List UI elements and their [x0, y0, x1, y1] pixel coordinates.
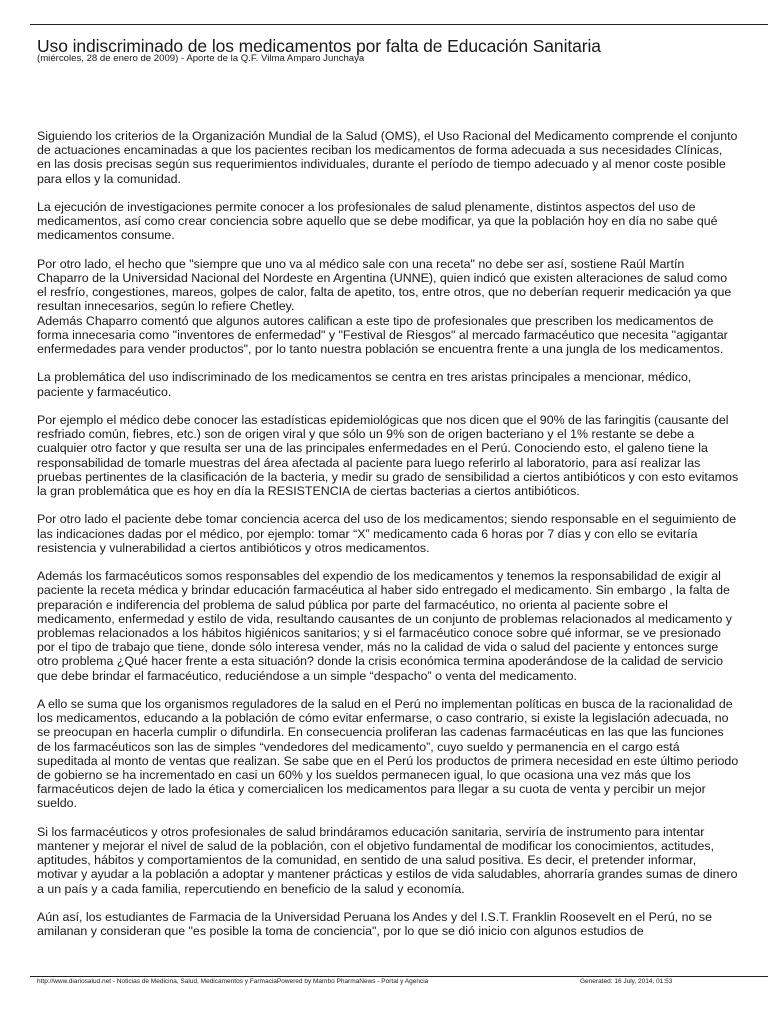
paragraph: Por ejemplo el médico debe conocer las estadísticas epidemiológicas que nos dicen que el 90% de las faringitis (causante del resfriado común, fiebres, etc.) son de origen viral y que sólo un 9% son de origen bacteriano y el 1% restante se debe a cualquier otro factor y que resulta ser una de las principales enfermedades en el Perú. Conociendo esto, el galeno tiene la responsabilidad de tomarle muestras del área afectada al paciente para luego referirlo al laboratorio, para así realizar las pruebas pertinentes de la clasificación de la bacteria, y medir su grado de sensibilidad a ciertos antibióticos y con esto evitamos la gran problemática que es hoy en día la RESISTENCIA de ciertas bacterias a ciertos antibióticos.: [37, 413, 739, 499]
header-rule: [30, 24, 768, 25]
paragraph: Por otro lado el paciente debe tomar conciencia acerca del uso de los medicamentos; siendo responsable en el seguimiento de las indicaciones dadas por el médico, por ejemplo: tomar “X” medicamento cada 6 horas por 7 días y con ello se evitaría resistencia y vulnerabilidad a ciertos antibióticos y otros medicamentos.: [37, 512, 737, 555]
paragraph: Aún así, los estudiantes de Farmacia de la Universidad Peruana los Andes y del I.S.T. Franklin Roosevelt en el Perú, no se amilanan y consideran que "es posible la toma de conciencia", por lo que se dió inicio con algunos estudios de: [37, 910, 712, 939]
paragraph: La problemática del uso indiscriminado de los medicamentos se centra en tres aristas principales a mencionar, médico, paciente y farmacéutico.: [37, 370, 692, 399]
paragraph: Siguiendo los criterios de la Organización Mundial de la Salud (OMS), el Uso Racional del Medicamento comprende el conjunto de actuaciones encaminadas a que los pacientes reciban los medicamentos de forma adecuada a sus necesidades Clínicas, en las dosis precisas según sus requerimientos individuales, durante el período de tiempo adecuado y al menor coste posible para ellos y la comunidad.: [37, 129, 738, 186]
footer-rule: [30, 976, 768, 977]
footer-generated: Generated: 16 July, 2014, 01:53: [580, 978, 673, 985]
paragraph: La ejecución de investigaciones permite conocer a los profesionales de salud plenamente, distintos aspectos del uso de medicamentos, así como crear conciencia sobre aquello que se debe modificar, ya que la población hoy en día no sabe qué medicamentos consume.: [37, 200, 718, 243]
article-body: [37, 129, 739, 974]
footer-source: http://www.diariosalud.net - Noticias de Medicina, Salud, Medicamentos y FarmaciaPowered by Mambo PharmaNews - Portal y Agencia: [37, 978, 429, 985]
paragraph: Además Chaparro comentó que algunos autores califican a este tipo de profesionales que prescriben los medicamentos de forma innecesaria como "inventores de enfermedad" y "Festival de Riesgos" al mercado farmacéutico que necesita "agigantar enfermedades para vender productos", por lo tanto nuestra población se encuentra frente a una jungla de los medicamentos.: [37, 313, 728, 357]
paragraph: Por otro lado, el hecho que "siempre que uno va al médico sale con una receta" no debe ser así, sostiene Raúl Martín Chaparro de la Universidad Nacional del Nordeste en Argentina (UNNE), quien indicó que existen alteraciones de salud como el resfrío, congestiones, mareos, golpes de calor, falta de apetito, tos, entre otros, que no deberían requerir medicación ya que resultan innecesarios, según lo refiere Chetley.: [37, 256, 732, 314]
paragraph: Si los farmacéuticos y otros profesionales de salud brindáramos educación sanitaria, serviría de instrumento para intentar mantener y mejorar el nivel de salud de la población, con el objetivo fundamental de modificar los conocimientos, actitudes, aptitudes, hábitos y comportamientos de la comunidad, en sentido de una salud positiva. Es decir, el pretender informar, motivar y ayudar a la población a adoptar y mantener prácticas y estilos de vida saludables, ahorraría grandes sumas de dinero a un país y a cada familia, repercutiendo en beneficio de la salud y economía.: [37, 824, 738, 896]
article-title: Uso indiscriminado de los medicamentos por falta de Educación Sanitaria: [37, 36, 601, 56]
article-byline: (miércoles, 28 de enero de 2009) - Aporte de la Q.F. Vilma Amparo Junchaya: [37, 53, 365, 64]
paragraph: A ello se suma que los organismos reguladores de la salud en el Perú no implementan políticas en busca de la racionalidad de los medicamentos, educando a la población de cómo evitar enfermarse, o caso contrario, si existe la legislación adecuada, no se preocupan en hacerla cumplir o difundirla. En consecuencia proliferan las cadenas farmacéuticas en las que las funciones de los farmacéuticos son las de simples “vendedores del medicamento”, cuyo sueldo y permanencia en el cargo está supeditada al monto de ventas que realizan. Se sabe que en el Perú los productos de primera necesidad en este último periodo de gobierno se ha incrementado en casi un 60% y los sueldos permanecen igual, lo que ocasiona una vez más que los farmacéuticos dejen de lado la ética y comercialicen los medicamentos para llegar a su cuota de venta y percibir un mejor sueldo.: [37, 697, 739, 811]
paragraph: Además los farmacéuticos somos responsables del expendio de los medicamentos y tenemos la responsabilidad de exigir al paciente la receta médica y brindar educación farmacéutica al haber sido entregado el medicamento. Sin embargo , la falta de preparación e indiferencia del problema de salud pública por parte del farmacéutico, no orienta al paciente sobre el medicamento, enfermedad y estilo de vida, resultando causantes de un conjunto de problemas relacionados al medicamento y problemas relacionados a los hábitos higiénicos sanitarios; y si el farmacéutico conoce sobre qué informar, se ve presionado por el tipo de trabajo que tiene, donde sólo interesa vender, más no la calidad de vida o salud del paciente y entonces surge otro problema ¿Qué hacer frente a esta situación? donde la crisis económica termina apoderándose de la calidad de servicio que debe brindar el farmacéutico, reduciéndose a un simple “despacho” o venta del medicamento.: [37, 569, 732, 683]
